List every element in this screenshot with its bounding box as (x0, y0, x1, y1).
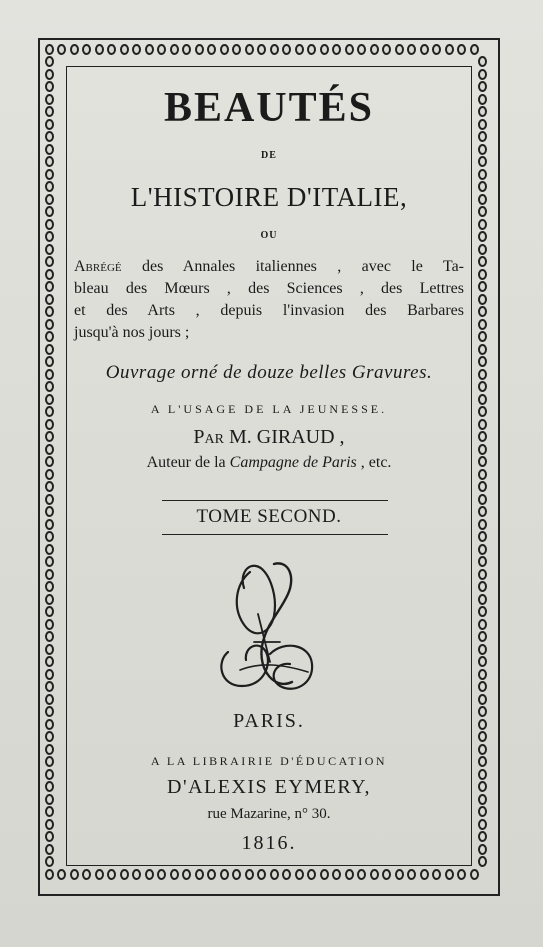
chain-link (478, 831, 487, 842)
chain-link (45, 431, 54, 442)
chain-link (232, 44, 241, 55)
chain-link (478, 506, 487, 517)
author-note-work: Campagne de Paris (229, 454, 357, 471)
volume-label: TOME SECOND. (196, 506, 342, 527)
chain-link (478, 356, 487, 367)
chain-link (45, 281, 54, 292)
chain-link (45, 719, 54, 730)
chain-link (120, 44, 129, 55)
chain-link (478, 294, 487, 305)
chain-link (478, 544, 487, 555)
chain-link (57, 44, 66, 55)
chain-link (382, 869, 391, 880)
chain-link (45, 194, 54, 205)
chain-link (45, 419, 54, 430)
chain-link (45, 756, 54, 767)
chain-link (478, 681, 487, 692)
chain-link (478, 131, 487, 142)
chain-link (370, 869, 379, 880)
chain-link (470, 44, 479, 55)
chain-link (478, 331, 487, 342)
chain-link (478, 719, 487, 730)
chain-link (45, 356, 54, 367)
chain-link (420, 44, 429, 55)
author-par: Par (193, 426, 224, 448)
chain-link (45, 144, 54, 155)
chain-link (182, 44, 191, 55)
abstract-line-1 (74, 256, 464, 278)
chain-link (478, 694, 487, 705)
publisher-monogram (210, 554, 330, 704)
chain-link (457, 869, 466, 880)
chain-link (45, 244, 54, 255)
chain-link (70, 44, 79, 55)
chain-link (145, 44, 154, 55)
chain-link (478, 381, 487, 392)
subtitle: L'HISTOIRE D'ITALIE, (130, 182, 408, 212)
chain-link (45, 131, 54, 142)
chain-link (478, 531, 487, 542)
chain-link (45, 106, 54, 117)
chain-link (145, 869, 154, 880)
chain-link (478, 756, 487, 767)
chain-link (270, 869, 279, 880)
chain-link (157, 869, 166, 880)
chain-link (45, 731, 54, 742)
author-credentials (70, 454, 468, 472)
chain-link (478, 156, 487, 167)
chain-link (478, 581, 487, 592)
chain-link (45, 294, 54, 305)
chain-link (95, 44, 104, 55)
imprint-publisher-name: D'ALEXIS EYMERY, (167, 776, 371, 798)
chain-link (478, 106, 487, 117)
chain-link (45, 594, 54, 605)
chain-link (82, 44, 91, 55)
chain-link (45, 781, 54, 792)
chain-link (45, 381, 54, 392)
chain-link (478, 194, 487, 205)
author-note-after: , etc. (356, 454, 392, 471)
chain-link (420, 869, 429, 880)
chain-link (45, 319, 54, 330)
chain-link (45, 231, 54, 242)
chain-link (182, 869, 191, 880)
chain-link (320, 44, 329, 55)
abstract-line-1-rest: des Annales italiennes , avec le Ta- (121, 258, 464, 275)
chain-link (45, 706, 54, 717)
chain-link (45, 694, 54, 705)
chain-link (45, 644, 54, 655)
chain-link (478, 231, 487, 242)
chain-link (45, 169, 54, 180)
main-title: BEAUTÉS (163, 85, 375, 131)
chain-link (395, 44, 404, 55)
chain-link (45, 269, 54, 280)
chain-link (320, 869, 329, 880)
chain-link (295, 869, 304, 880)
imprint-year: 1816. (241, 832, 297, 854)
chain-link (478, 119, 487, 130)
chain-link (445, 44, 454, 55)
chain-link (478, 781, 487, 792)
chain-link (45, 331, 54, 342)
chain-link (45, 456, 54, 467)
chain-link (107, 869, 116, 880)
title-page-content (70, 70, 468, 862)
chain-link (478, 344, 487, 355)
chain-link (45, 481, 54, 492)
chain-link (207, 869, 216, 880)
chain-link (45, 869, 54, 880)
chain-link (45, 569, 54, 580)
chain-link (45, 81, 54, 92)
chain-link (478, 56, 487, 67)
chain-link (45, 156, 54, 167)
chain-link (45, 369, 54, 380)
author-name: M. GIRAUD , (224, 426, 345, 448)
chain-link (45, 69, 54, 80)
chain-link (270, 44, 279, 55)
chain-link (45, 806, 54, 817)
chain-link (45, 56, 54, 67)
chain-link (45, 206, 54, 217)
chain-link (82, 869, 91, 880)
chain-link (45, 769, 54, 780)
chain-link (478, 631, 487, 642)
chain-link (345, 44, 354, 55)
chain-link (478, 606, 487, 617)
chain-link (478, 94, 487, 105)
chain-link (45, 531, 54, 542)
chain-link (45, 831, 54, 842)
author-line (70, 426, 468, 449)
chain-link (478, 244, 487, 255)
chain-link (45, 519, 54, 530)
chain-link (257, 869, 266, 880)
chain-link (478, 206, 487, 217)
chain-link (478, 556, 487, 567)
chain-link (45, 856, 54, 867)
chain-link (478, 306, 487, 317)
chain-link (45, 469, 54, 480)
chain-link (45, 744, 54, 755)
abstract-line-2: bleau des Mœurs , des Sciences , des Lettres (74, 280, 464, 297)
chain-link (45, 631, 54, 642)
audience-line: A L'USAGE DE LA JEUNESSE. (150, 402, 388, 416)
chain-link (478, 469, 487, 480)
abstract-lead-word: Abrégé (74, 258, 122, 275)
chain-link (457, 44, 466, 55)
chain-link (478, 494, 487, 505)
chain-link (195, 869, 204, 880)
chain-link (432, 869, 441, 880)
chain-link (45, 119, 54, 130)
connector-ou: OU (260, 230, 278, 241)
chain-link (478, 69, 487, 80)
chain-link (45, 344, 54, 355)
chain-link (478, 819, 487, 830)
chain-link (45, 306, 54, 317)
chain-link (345, 869, 354, 880)
ornate-illustration-line: Ouvrage orné de douze belles Gravures. (105, 362, 433, 383)
chain-link (478, 569, 487, 580)
chain-link (220, 44, 229, 55)
chain-link (45, 669, 54, 680)
chain-link (220, 869, 229, 880)
chain-link (432, 44, 441, 55)
chain-link (478, 856, 487, 867)
chain-link (478, 181, 487, 192)
chain-link (170, 869, 179, 880)
chain-link (478, 706, 487, 717)
chain-link (45, 494, 54, 505)
chain-link (207, 44, 216, 55)
abstract-block (74, 256, 464, 344)
chain-link (45, 794, 54, 805)
chain-link (478, 619, 487, 630)
chain-link (45, 581, 54, 592)
chain-link (45, 606, 54, 617)
chain-link (478, 81, 487, 92)
chain-link (170, 44, 179, 55)
chain-link (445, 869, 454, 880)
chain-link (45, 506, 54, 517)
chain-link (478, 431, 487, 442)
chain-link (45, 394, 54, 405)
chain-link (70, 869, 79, 880)
chain-link (478, 144, 487, 155)
chain-link (295, 44, 304, 55)
chain-link (307, 44, 316, 55)
chain-link (407, 44, 416, 55)
chain-link (478, 794, 487, 805)
chain-link (45, 256, 54, 267)
chain-link (120, 869, 129, 880)
chain-link (478, 169, 487, 180)
chain-link (45, 94, 54, 105)
chain-link (45, 556, 54, 567)
chain-link (195, 44, 204, 55)
chain-link (45, 181, 54, 192)
chain-link (45, 219, 54, 230)
chain-link (332, 44, 341, 55)
chain-link (478, 319, 487, 330)
imprint-address: rue Mazarine, n° 30. (207, 806, 331, 822)
chain-link (45, 406, 54, 417)
chain-link (478, 269, 487, 280)
chain-link (478, 731, 487, 742)
chain-link (45, 44, 54, 55)
chain-link (332, 869, 341, 880)
chain-link (407, 869, 416, 880)
connector-de: DE (261, 150, 277, 161)
chain-link (307, 869, 316, 880)
chain-link (45, 656, 54, 667)
chain-link (57, 869, 66, 880)
chain-link (478, 406, 487, 417)
chain-link (45, 844, 54, 855)
chain-link (45, 544, 54, 555)
chain-link (478, 519, 487, 530)
chain-link (282, 44, 291, 55)
chain-link (478, 769, 487, 780)
chain-link (478, 281, 487, 292)
volume-rule-bottom (162, 534, 388, 535)
chain-link (478, 656, 487, 667)
chain-link (132, 44, 141, 55)
chain-link (478, 256, 487, 267)
chain-link (245, 869, 254, 880)
chain-link (478, 481, 487, 492)
chain-link (395, 869, 404, 880)
chain-link (132, 869, 141, 880)
chain-link (357, 44, 366, 55)
chain-link (45, 819, 54, 830)
chain-link (478, 644, 487, 655)
chain-link (478, 419, 487, 430)
chain-link (357, 869, 366, 880)
author-note-before: Auteur de la (146, 454, 230, 471)
chain-link (45, 681, 54, 692)
imprint-publisher-line: A LA LIBRAIRIE D'ÉDUCATION (150, 754, 388, 768)
chain-link (282, 869, 291, 880)
chain-link (232, 869, 241, 880)
chain-link (157, 44, 166, 55)
imprint-city: PARIS. (233, 710, 305, 732)
chain-link (478, 806, 487, 817)
chain-link (45, 444, 54, 455)
chain-link (370, 44, 379, 55)
chain-link (95, 869, 104, 880)
chain-link (478, 369, 487, 380)
volume-rule-top (162, 500, 388, 501)
chain-link (107, 44, 116, 55)
chain-link (45, 619, 54, 630)
chain-link (478, 394, 487, 405)
abstract-line-4: jusqu'à nos jours ; (74, 324, 190, 341)
chain-link (382, 44, 391, 55)
chain-link (470, 869, 479, 880)
chain-link (478, 444, 487, 455)
chain-link (478, 844, 487, 855)
abstract-line-3: et des Arts , depuis l'invasion des Barbares (74, 302, 464, 319)
chain-link (478, 219, 487, 230)
chain-link (257, 44, 266, 55)
chain-link (478, 594, 487, 605)
chain-link (478, 456, 487, 467)
chain-link (245, 44, 254, 55)
chain-link (478, 744, 487, 755)
chain-link (478, 669, 487, 680)
